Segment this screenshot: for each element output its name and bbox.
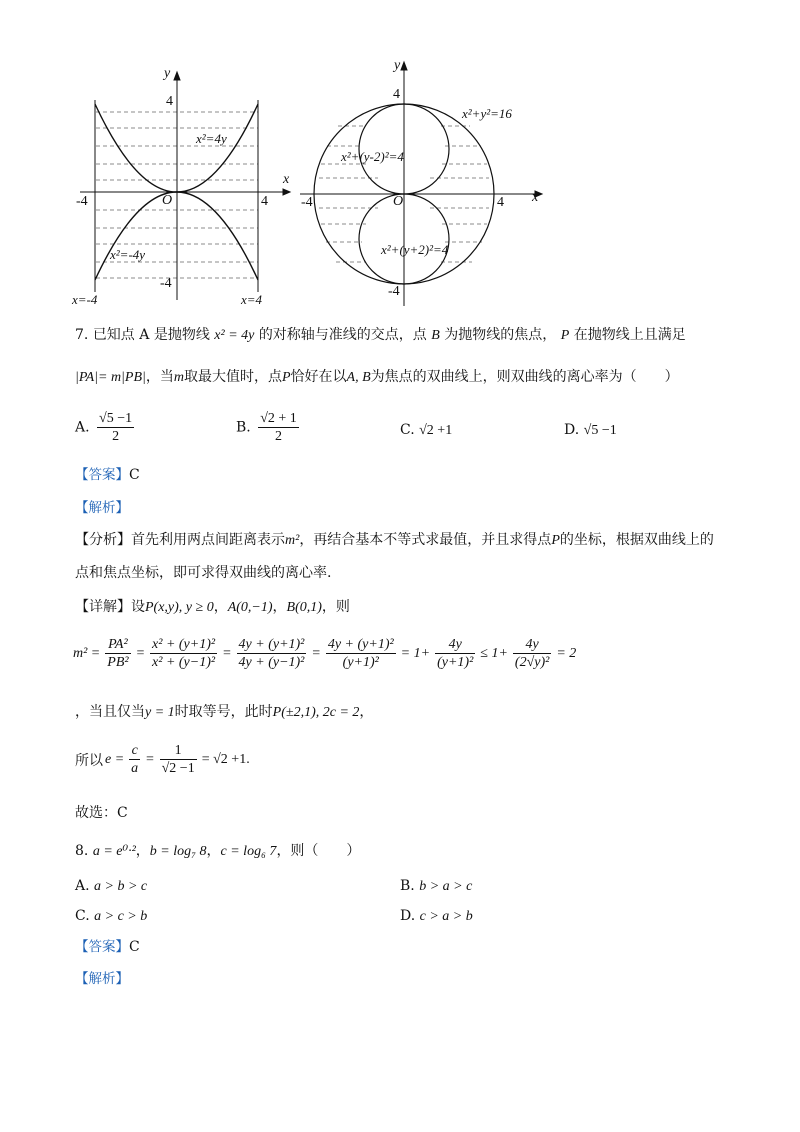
detail-p: P(x,y), y ≥ 0: [145, 600, 214, 615]
so-frac-2: [160, 742, 197, 777]
q7-parabola-eq: x² = 4y: [214, 328, 255, 343]
frac-num: c: [129, 742, 140, 760]
q7-number: 7.: [75, 327, 89, 343]
choose-text: 故选：C: [75, 805, 128, 821]
left-graph: [80, 72, 290, 300]
q7-point-p: P: [560, 328, 570, 343]
left-y-arrow: [174, 72, 180, 80]
q7-point-b: B: [431, 328, 440, 343]
left-origin-label: O: [162, 193, 173, 208]
q8-option-c: [75, 907, 147, 926]
option-label: D.: [400, 908, 416, 924]
so-e: e =: [105, 751, 125, 767]
q7-line2: [75, 368, 679, 387]
q7-option-a: [75, 410, 137, 445]
option-label: C.: [400, 422, 415, 438]
option-label: D.: [564, 422, 580, 438]
eq-sign: =: [145, 751, 155, 767]
detail-text: ，: [213, 599, 228, 615]
frac-num: √2 + 1: [260, 411, 297, 426]
eq-one-plus: = 1+: [400, 645, 431, 661]
q7-eccentricity: [75, 742, 250, 777]
q8-sep: ，: [135, 843, 150, 859]
frac-num: PA²: [105, 636, 130, 654]
detail-b: B(0,1): [286, 600, 322, 615]
so-frac-1: [129, 742, 140, 777]
frac-den: 2: [275, 429, 282, 444]
q7-main-equation: [73, 636, 576, 671]
right-y-label: y: [394, 58, 401, 73]
analysis-tag: 【解析】: [75, 500, 129, 516]
frac-num: 4y: [513, 636, 551, 654]
fenxi-text: ，再结合基本不等式求最值，并且求得点: [299, 532, 552, 548]
q8-option-a: [75, 877, 147, 896]
frac-num: √5 −1: [99, 411, 133, 426]
frac-den: 4y + (y−1)²: [238, 655, 305, 670]
so-text: 所以: [75, 752, 103, 769]
answer-value: C: [129, 467, 140, 483]
right-graph: [300, 62, 542, 306]
label-x-neg4: x=-4: [72, 292, 98, 307]
q8-b-def: b = log₇ 8: [149, 844, 207, 859]
q7-point-p: P: [281, 370, 291, 385]
so-end: = √2 +1.: [201, 751, 250, 767]
right-left-tick: -4: [301, 195, 313, 210]
option-label: C.: [75, 908, 90, 924]
frac-den: 2: [112, 429, 120, 444]
label-lower-circle: x²+(y+2)²=4: [381, 242, 449, 257]
equality-text: 时取等号，此时: [174, 704, 273, 720]
right-x-label: x: [532, 190, 539, 205]
option-text: b > a > c: [419, 879, 473, 894]
eq-frac-1: [105, 636, 130, 671]
frac-den: √2 −1: [161, 761, 195, 776]
eq-frac-3: [237, 636, 307, 671]
left-y-label: y: [164, 66, 171, 81]
right-origin-label: O: [393, 194, 404, 209]
fenxi-tag: 【分析】: [75, 532, 131, 548]
left-bottom-tick: -4: [160, 276, 172, 291]
label-x-4: x=4: [241, 292, 263, 307]
q7-text: 已知点 A 是抛物线: [92, 327, 210, 343]
eq-frac-2: [150, 636, 217, 671]
q7-fenxi-line2: [75, 564, 331, 582]
q8-option-b: [400, 877, 472, 896]
frac-num: 4y + (y+1)²: [238, 637, 305, 652]
eq-frac-6: [513, 636, 551, 671]
frac-den: (y+1)²: [342, 655, 379, 670]
q8-analysis-tag: [75, 970, 129, 988]
detail-tag: 【详解】: [75, 599, 131, 615]
option-label: B.: [236, 419, 251, 436]
q7-line1: [75, 326, 686, 345]
frac-num: 1: [160, 742, 197, 760]
right-y-arrow: [401, 62, 407, 70]
left-left-tick: -4: [76, 194, 88, 209]
answer-value: C: [129, 939, 140, 955]
equality-y: y = 1: [145, 705, 175, 720]
label-upper-circle: x²+(y-2)²=4: [341, 149, 404, 164]
option-text: √2 +1: [419, 423, 453, 438]
eq-end: = 2: [556, 645, 577, 661]
detail-text: 设: [131, 599, 145, 615]
frac-den: a: [131, 761, 139, 776]
fenxi-text: 首先利用两点间距离表示: [131, 532, 285, 548]
fenxi-text: 的坐标，根据双曲线上的: [559, 532, 714, 548]
label-x2-neg4y: x²=-4y: [110, 247, 146, 262]
detail-text: ，: [272, 599, 287, 615]
frac-num: x² + (y+1)²: [152, 637, 216, 652]
q7-ratio-eq: |PA|= m|PB|: [75, 370, 146, 385]
q8-number: 8.: [75, 843, 89, 859]
q7-choose: [75, 804, 128, 822]
q7-text: 为抛物线的焦点，: [444, 327, 557, 343]
eq-frac-4: [326, 636, 396, 671]
answer-tag: 【答案】: [75, 939, 129, 955]
eq-sign: =: [135, 645, 146, 661]
option-fraction: [97, 410, 134, 445]
fenxi-m2: m²: [285, 533, 300, 548]
option-text: √5 −1: [583, 423, 617, 438]
q8-a-def: a = e⁰·²: [92, 844, 136, 859]
q7-fenxi-line1: [75, 531, 714, 550]
fenxi-p: P: [551, 533, 560, 548]
q7-answer: [75, 466, 140, 484]
q8-sep: ，: [206, 843, 221, 859]
eq-frac-5: [435, 636, 475, 671]
frac-num: 4y: [435, 636, 475, 654]
q7-text: 为焦点的双曲线上，则双曲线的离心率为（ ）: [370, 369, 679, 385]
q7-text: 在抛物线上且满足: [573, 327, 686, 343]
frac-num: 4y + (y+1)²: [327, 637, 394, 652]
right-bottom-tick: -4: [388, 284, 400, 299]
q8-tail: ，则（ ）: [276, 843, 361, 859]
option-label: A.: [75, 419, 90, 436]
analysis-tag: 【解析】: [75, 971, 129, 987]
frac-den: x² + (y−1)²: [152, 655, 216, 670]
option-text: a > b > c: [94, 879, 148, 894]
option-label: A.: [75, 878, 90, 894]
option-text: a > c > b: [94, 909, 148, 924]
q7-foci: A, B: [346, 370, 371, 385]
q7-analysis-tag: [75, 499, 129, 517]
q7-text: 取最大值时，点: [183, 369, 282, 385]
option-text: c > a > b: [419, 909, 473, 924]
detail-text: ，则: [321, 599, 350, 615]
q8-option-d: [400, 907, 473, 926]
label-big-circle: x²+y²=16: [462, 106, 512, 121]
q7-text: 恰好在以: [290, 369, 347, 385]
option-fraction: [258, 410, 299, 445]
right-top-tick: 4: [393, 87, 400, 102]
q8-c-def: c = log₆ 7: [220, 844, 277, 859]
q7-text: 的对称轴与准线的交点，点: [258, 327, 427, 343]
eq-sign: =: [311, 645, 321, 661]
q7-option-c: [400, 421, 452, 440]
frac-den: (y+1)²: [437, 655, 474, 670]
equality-text: ，: [359, 704, 374, 720]
left-x-label: x: [283, 172, 290, 187]
right-right-tick: 4: [497, 195, 504, 210]
q8-answer: [75, 938, 140, 956]
q7-m: m: [173, 370, 184, 385]
eq-le: ≤ 1+: [480, 645, 508, 661]
left-top-tick: 4: [166, 94, 173, 109]
q7-equality-line: [75, 703, 373, 722]
q8-stem: [75, 842, 360, 861]
left-x-arrow: [283, 189, 290, 195]
detail-a: A(0,−1): [227, 600, 273, 615]
left-right-tick: 4: [261, 194, 268, 209]
label-x2-4y: x²=4y: [196, 131, 227, 146]
option-label: B.: [400, 878, 415, 894]
eq-sign: =: [222, 645, 232, 661]
equality-p: P(±2,1), 2c = 2: [272, 705, 360, 720]
equality-text: ，当且仅当: [75, 704, 145, 720]
eq-lhs: m² =: [73, 645, 101, 661]
fenxi-text: 点和焦点坐标，即可求得双曲线的离心率.: [75, 565, 332, 581]
q7-option-b: [236, 410, 302, 445]
frac-den: PB²: [107, 655, 129, 670]
q7-option-d: [564, 421, 617, 440]
frac-den: (2√y)²: [514, 655, 550, 670]
q7-text: ，当: [145, 369, 174, 385]
answer-tag: 【答案】: [75, 467, 129, 483]
q7-detail-line1: [75, 598, 350, 617]
